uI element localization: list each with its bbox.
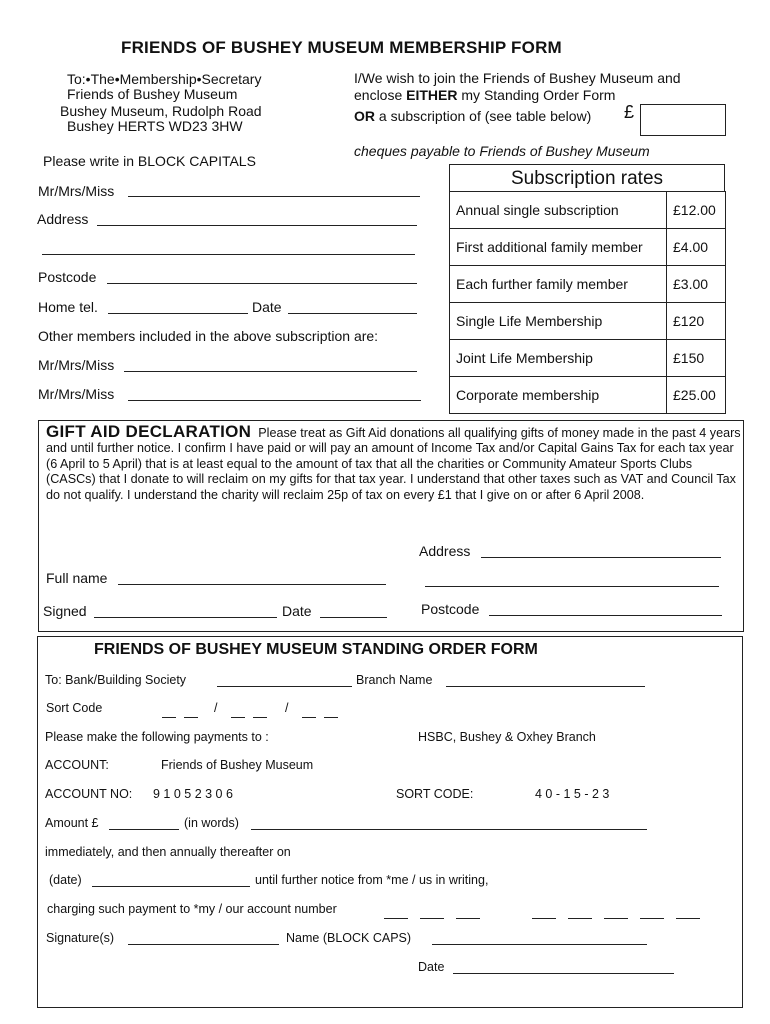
date-label: Date	[252, 299, 282, 315]
signatures-field[interactable]	[128, 944, 279, 945]
in-words-field[interactable]	[251, 829, 647, 830]
rate-row	[450, 192, 726, 229]
signed-label: Signed	[43, 603, 87, 619]
rate-row	[450, 229, 726, 266]
full-name-label: Full name	[46, 570, 108, 586]
address-field-2[interactable]	[42, 254, 415, 255]
member1-field[interactable]	[124, 371, 417, 372]
so-date-label: Date	[418, 960, 445, 974]
account-value: Friends of Bushey Museum	[161, 758, 314, 772]
immediately-text: immediately, and then annually thereafter on	[45, 845, 291, 859]
rate-amount: £120	[667, 303, 726, 340]
signed-field[interactable]	[94, 617, 277, 618]
address-to-line1: To:•The•Membership•Secretary	[67, 71, 262, 87]
address-field-1[interactable]	[97, 225, 417, 226]
sort-code-label: Sort Code	[46, 701, 103, 715]
rate-label: Annual single subscription	[450, 192, 667, 229]
sort-code-field-1[interactable]	[162, 705, 206, 723]
standing-order-title: FRIENDS OF BUSHEY MUSEUM STANDING ORDER FORM	[94, 641, 538, 658]
payments-to-label: Please make the following payments to :	[45, 730, 269, 744]
gift-address-field-1[interactable]	[481, 557, 721, 558]
name-field[interactable]	[128, 196, 420, 197]
date-paren-label: (date)	[49, 873, 82, 887]
so-date-field[interactable]	[453, 973, 674, 974]
name-caps-label: Name (BLOCK CAPS)	[286, 931, 412, 945]
signatures-label: Signature(s)	[46, 931, 115, 945]
in-words-label: (in words)	[184, 816, 239, 830]
sort-code-field-2[interactable]	[231, 705, 275, 723]
rates-title: Subscription rates	[449, 164, 725, 192]
gift-address-label: Address	[419, 543, 471, 559]
rate-amount: £12.00	[667, 192, 726, 229]
member2-field[interactable]	[128, 400, 421, 401]
gift-aid-declaration	[46, 424, 742, 503]
rate-amount: £4.00	[667, 229, 726, 266]
branch-field[interactable]	[446, 686, 645, 687]
standing-order-box	[37, 636, 743, 1008]
rates-table	[449, 191, 726, 414]
rate-label: Corporate membership	[450, 377, 667, 414]
rate-amount: £3.00	[667, 266, 726, 303]
rate-label: First additional family member	[450, 229, 667, 266]
intro-line3: OR a subscription of (see table below)	[354, 108, 592, 124]
rate-row	[450, 303, 726, 340]
rate-label: Single Life Membership	[450, 303, 667, 340]
block-capitals-note: Please write in BLOCK CAPITALS	[43, 153, 256, 169]
subscription-amount-box[interactable]	[640, 104, 726, 136]
rate-row	[450, 377, 726, 414]
account-number-field-a[interactable]	[384, 906, 488, 924]
form-title: FRIENDS OF BUSHEY MUSEUM MEMBERSHIP FORM	[121, 38, 562, 57]
rate-amount: £150	[667, 340, 726, 377]
other-members-label: Other members included in the above subscription are:	[38, 328, 379, 344]
account-no-label: ACCOUNT NO:	[45, 787, 133, 801]
rate-row	[450, 266, 726, 303]
name-caps-field[interactable]	[432, 944, 647, 945]
sort-code-value: 4 0 - 1 5 - 2 3	[535, 787, 610, 801]
postcode-label: Postcode	[38, 269, 97, 285]
gift-address-field-2[interactable]	[425, 586, 719, 587]
rate-label: Joint Life Membership	[450, 340, 667, 377]
cheques-payable: cheques payable to Friends of Bushey Museum	[354, 143, 650, 159]
full-name-field[interactable]	[118, 584, 386, 585]
branch-label: Branch Name	[356, 673, 433, 687]
pound-sign: £	[624, 102, 635, 122]
sort-code-slash-1: /	[214, 701, 218, 715]
member2-label: Mr/Mrs/Miss	[38, 386, 115, 402]
address-to-line2: Friends of Bushey Museum	[67, 86, 238, 102]
bank-branch-value: HSBC, Bushey & Oxhey Branch	[418, 730, 596, 744]
member1-label: Mr/Mrs/Miss	[38, 357, 115, 373]
rate-amount: £25.00	[667, 377, 726, 414]
gift-date-field[interactable]	[320, 617, 387, 618]
sort-code-caps-label: SORT CODE:	[396, 787, 474, 801]
home-tel-field[interactable]	[108, 313, 248, 314]
postcode-field[interactable]	[107, 283, 417, 284]
gift-aid-heading: GIFT AID DECLARATION	[46, 422, 252, 441]
until-notice-text: until further notice from *me / us in writing,	[255, 873, 489, 887]
name-label: Mr/Mrs/Miss	[38, 183, 115, 199]
address-to-line4: Bushey HERTS WD23 3HW	[67, 118, 243, 134]
account-number-field-b[interactable]	[532, 906, 708, 924]
account-label: ACCOUNT:	[45, 758, 109, 772]
intro-line2: enclose EITHER my Standing Order Form	[354, 87, 616, 103]
home-tel-label: Home tel.	[38, 299, 98, 315]
date-field[interactable]	[288, 313, 417, 314]
amount-label: Amount £	[45, 816, 99, 830]
address-label: Address	[37, 211, 89, 227]
bank-label: To: Bank/Building Society	[45, 673, 187, 687]
charging-text: charging such payment to *my / our account number	[47, 902, 337, 916]
start-date-field[interactable]	[92, 886, 250, 887]
sort-code-slash-2: /	[285, 701, 289, 715]
gift-postcode-field[interactable]	[489, 615, 722, 616]
sort-code-field-3[interactable]	[302, 705, 346, 723]
address-to-line3: Bushey Museum, Rudolph Road	[60, 103, 262, 119]
rate-label: Each further family member	[450, 266, 667, 303]
account-no-value: 9 1 0 5 2 3 0 6	[153, 787, 233, 801]
bank-field[interactable]	[217, 686, 352, 687]
gift-date-label: Date	[282, 603, 312, 619]
rate-row	[450, 340, 726, 377]
amount-field[interactable]	[109, 829, 179, 830]
gift-postcode-label: Postcode	[421, 601, 480, 617]
gift-aid-text: Please treat as Gift Aid donations all qualifying gifts of money made in the past 4 years and until further notice. I confirm I have paid or will pay an amount of Income Tax and/or Capital Gains Tax for each tax year (6 April to 5 April) that is at least equal to the amount of tax that all the charities or Community Amateur Sports Clubs (CASCs) that I donate to will reclaim on my gifts for that tax year. I understand that other taxes such as VAT and Council Tax do not qualify. I understand the charity will reclaim 25p of tax on every £1 that I give on or after 6 April 2008.	[46, 426, 741, 502]
intro-line1: I/We wish to join the Friends of Bushey Museum and	[354, 70, 681, 86]
